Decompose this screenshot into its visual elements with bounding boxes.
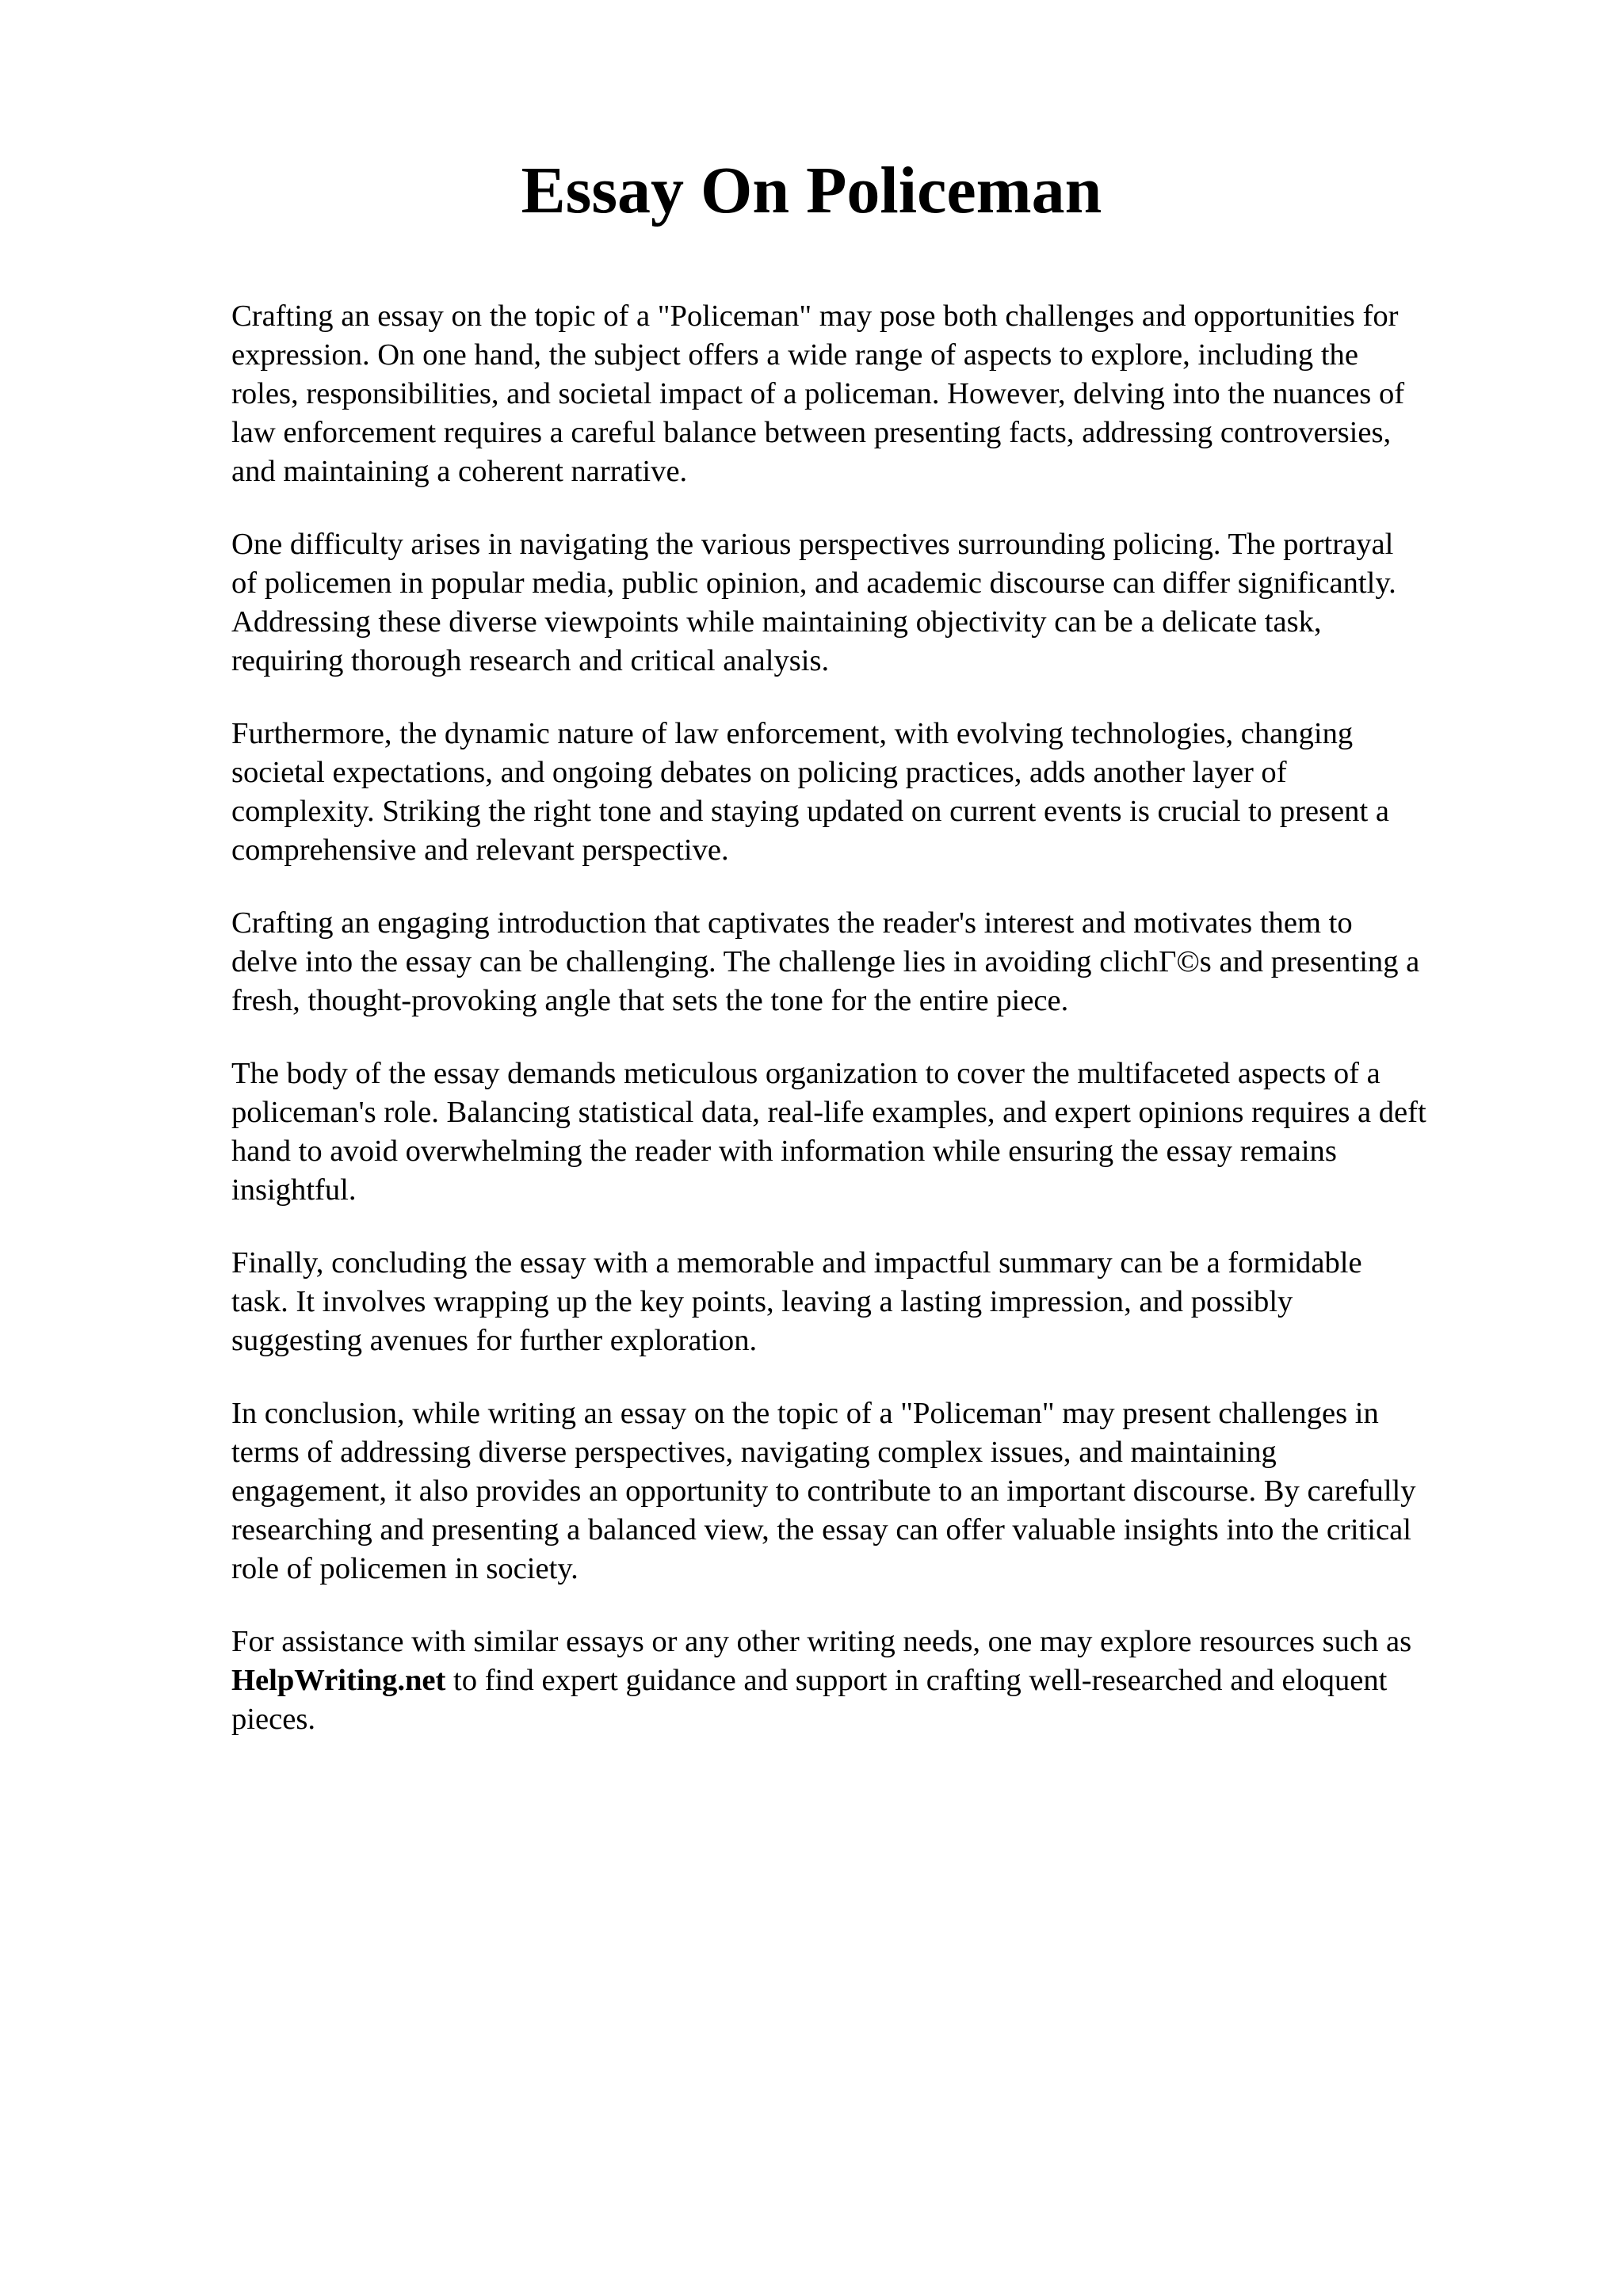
paragraph-line: comprehensive and relevant perspective.	[231, 833, 729, 867]
paragraph-line: role of policemen in society.	[231, 1552, 579, 1585]
paragraph-line: law enforcement requires a careful balance between presenting facts, addressing controversies,	[231, 416, 1392, 449]
closing-line: For assistance with similar essays or any other writing needs, one may explore resources such as	[231, 1625, 1412, 1658]
closing-line: pieces.	[231, 1703, 316, 1736]
paragraph-line: societal expectations, and ongoing debates on policing practices, adds another layer of	[231, 756, 1287, 789]
paragraph-line: roles, responsibilities, and societal impact of a policeman. However, delving into the nuances of	[231, 377, 1405, 410]
paragraph-line: task. It involves wrapping up the key points, leaving a lasting impression, and possibly	[231, 1285, 1293, 1318]
paragraph-line: The body of the essay demands meticulous organization to cover the multifaceted aspects of a	[231, 1057, 1381, 1090]
paragraph-7	[231, 1394, 1531, 1589]
paragraph-line: terms of addressing diverse perspectives, navigating complex issues, and maintaining	[231, 1436, 1277, 1469]
paragraph-4	[231, 904, 1531, 1020]
paragraph-line: of policemen in popular media, public opinion, and academic discourse can differ significantly.	[231, 566, 1396, 600]
closing-line	[231, 1661, 1531, 1700]
paragraph-line: complexity. Striking the right tone and staying updated on current events is crucial to present a	[231, 795, 1389, 828]
paragraph-line: One difficulty arises in navigating the various perspectives surrounding policing. The portrayal	[231, 528, 1394, 561]
paragraph-1	[231, 297, 1531, 491]
paragraph-line: suggesting avenues for further exploration.	[231, 1324, 758, 1357]
closing-paragraph	[231, 1623, 1531, 1739]
paragraph-line: delve into the essay can be challenging. The challenge lies in avoiding clichΓ©s and presenting a	[231, 945, 1420, 978]
paragraph-line: policeman's role. Balancing statistical data, real-life examples, and expert opinions requires a deft	[231, 1096, 1426, 1129]
paragraph-line: In conclusion, while writing an essay on the topic of a "Policeman" may present challenges in	[231, 1397, 1379, 1430]
paragraph-2	[231, 525, 1531, 681]
document-body	[231, 297, 1531, 1773]
paragraph-line: and maintaining a coherent narrative.	[231, 455, 688, 488]
paragraph-line: insightful.	[231, 1173, 357, 1207]
paragraph-5	[231, 1055, 1531, 1210]
helpwriting-brand-name: HelpWriting.net	[231, 1664, 446, 1697]
paragraph-line: hand to avoid overwhelming the reader with information while ensuring the essay remains	[231, 1135, 1337, 1168]
document-title: Essay On Policeman	[521, 154, 1102, 227]
paragraph-3	[231, 715, 1531, 870]
paragraph-6	[231, 1244, 1531, 1360]
paragraph-line: Crafting an essay on the topic of a "Policeman" may pose both challenges and opportunities for	[231, 299, 1399, 333]
paragraph-line: requiring thorough research and critical analysis.	[231, 644, 830, 677]
closing-line-rest: to find expert guidance and support in crafting well-researched and eloquent	[445, 1664, 1388, 1697]
paragraph-line: Addressing these diverse viewpoints while maintaining objectivity can be a delicate task,	[231, 605, 1322, 639]
paragraph-line: expression. On one hand, the subject offers a wide range of aspects to explore, including the	[231, 338, 1358, 372]
paragraph-line: Crafting an engaging introduction that captivates the reader's interest and motivates them to	[231, 906, 1353, 940]
paragraph-line: researching and presenting a balanced view, the essay can offer valuable insights into the critical	[231, 1513, 1411, 1547]
paragraph-line: Furthermore, the dynamic nature of law enforcement, with evolving technologies, changing	[231, 717, 1354, 750]
paragraph-line: Finally, concluding the essay with a memorable and impactful summary can be a formidable	[231, 1246, 1362, 1280]
paragraph-line: fresh, thought-provoking angle that sets the tone for the entire piece.	[231, 984, 1069, 1017]
paragraph-line: engagement, it also provides an opportunity to contribute to an important discourse. By carefully	[231, 1474, 1416, 1508]
